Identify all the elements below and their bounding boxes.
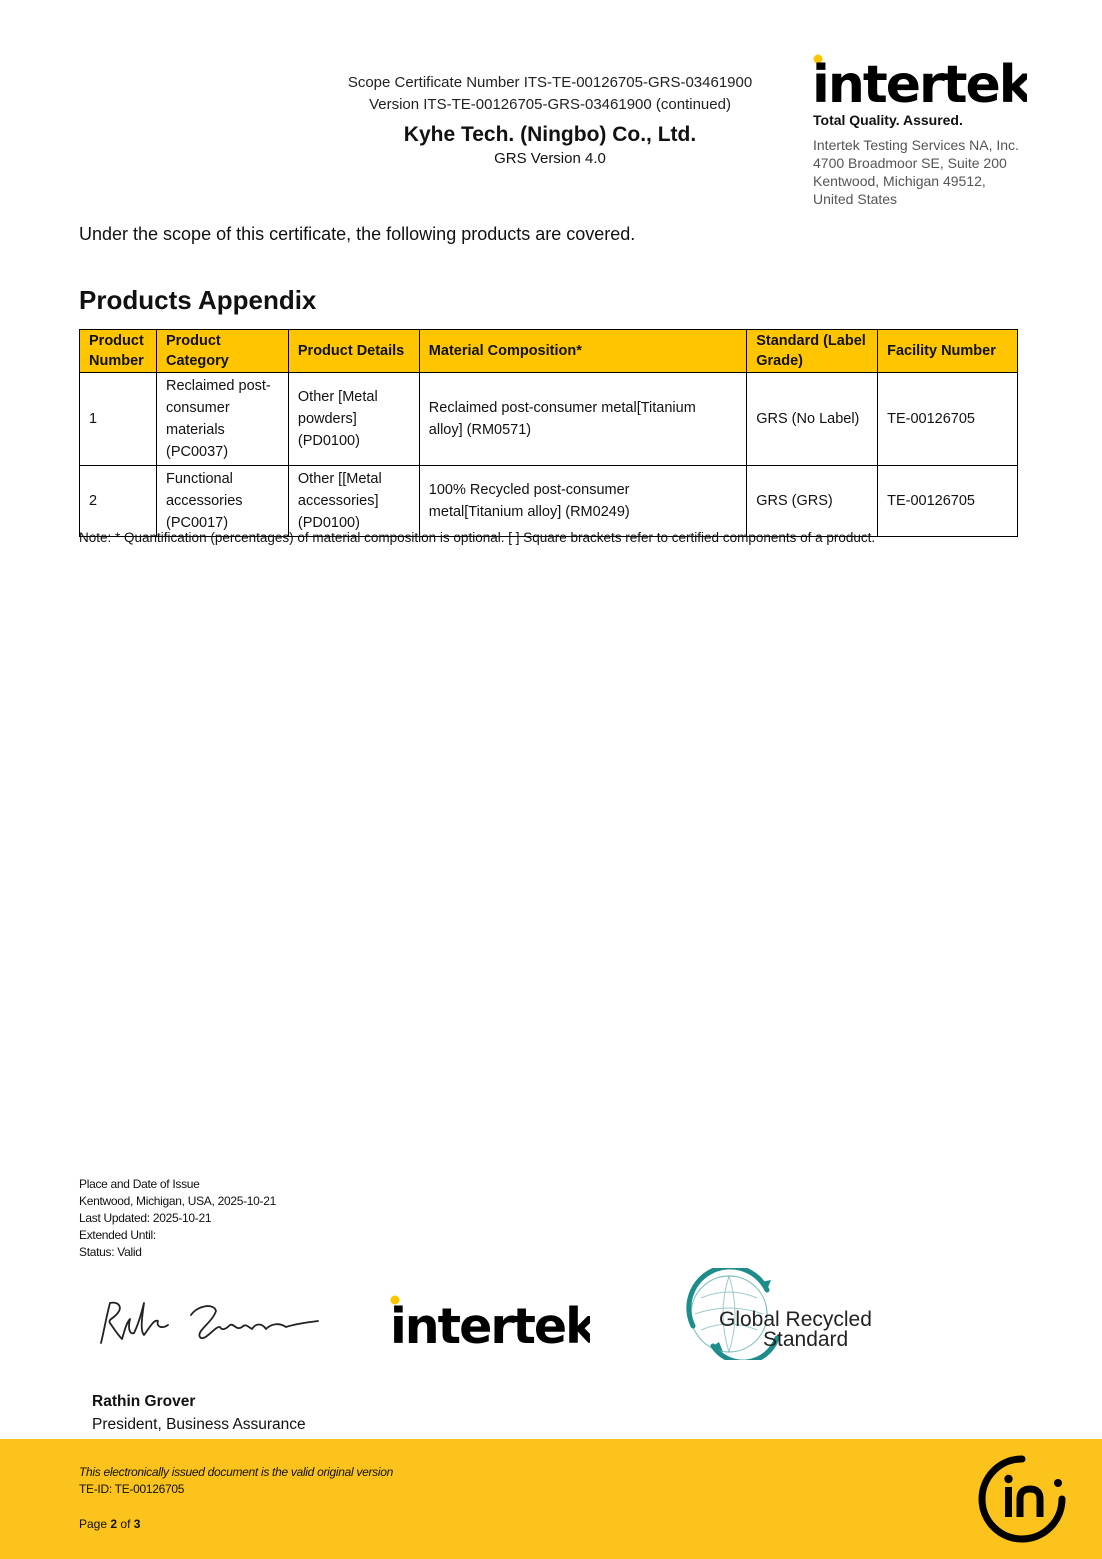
cell-category: Reclaimed post- consumer materials (PC0037) bbox=[156, 373, 288, 466]
global-recycled-standard-logo bbox=[683, 1268, 883, 1365]
issue-line: Kentwood, Michigan, USA, 2025-10-21 bbox=[79, 1194, 276, 1208]
cell-number: 1 bbox=[80, 373, 157, 466]
intertek-in-icon bbox=[976, 1453, 1068, 1550]
version-line: Version ITS-TE-00126705-GRS-03461900 (continued) bbox=[369, 96, 731, 113]
header-product-number: Product Number bbox=[80, 330, 157, 373]
header-facility-number: Facility Number bbox=[878, 330, 1018, 373]
table-header-row bbox=[80, 330, 1018, 373]
issue-info bbox=[79, 1176, 276, 1261]
issue-line: Extended Until: bbox=[79, 1228, 156, 1242]
cell-standard: GRS (No Label) bbox=[747, 373, 878, 466]
scope-certificate-number: Scope Certificate Number ITS-TE-00126705-GRS-03461900 bbox=[347, 74, 753, 91]
header-product-details: Product Details bbox=[288, 330, 419, 373]
issuer-address bbox=[813, 136, 1019, 208]
address-line: United States bbox=[813, 191, 898, 207]
cell-details: Other [Metal powders] (PD0100) bbox=[288, 373, 419, 466]
address-line: Intertek Testing Services NA, Inc. bbox=[813, 137, 1019, 153]
cell-composition: 100% Recycled post-consumer metal[Titanium alloy] (RM0249) bbox=[419, 466, 746, 537]
issue-line: Place and Date of Issue bbox=[79, 1177, 200, 1191]
company-name: Kyhe Tech. (Ningbo) Co., Ltd. bbox=[403, 123, 697, 146]
issue-line: Status: Valid bbox=[79, 1245, 142, 1259]
section-title: Products Appendix bbox=[79, 285, 317, 315]
footer-te-id: TE-ID: TE-00126705 bbox=[79, 1482, 185, 1496]
standard-version: GRS Version 4.0 bbox=[494, 150, 606, 167]
cell-category: Functional accessories (PC0017) bbox=[156, 466, 288, 537]
address-line: Kentwood, Michigan 49512, bbox=[813, 173, 986, 189]
footer-validity-note: This electronically issued document is the valid original version bbox=[79, 1465, 393, 1479]
header-material-composition: Material Composition* bbox=[419, 330, 746, 373]
cell-details: Other [[Metal accessories] (PD0100) bbox=[288, 466, 419, 537]
page-footer bbox=[0, 1439, 1102, 1559]
signer-title: President, Business Assurance bbox=[92, 1416, 306, 1433]
cell-standard: GRS (GRS) bbox=[747, 466, 878, 537]
issuer-tagline: Total Quality. Assured. bbox=[813, 112, 963, 128]
cell-facility: TE-00126705 bbox=[878, 373, 1018, 466]
cell-number: 2 bbox=[80, 466, 157, 537]
address-line: 4700 Broadmoor SE, Suite 200 bbox=[813, 155, 1007, 171]
intertek-logo-center bbox=[390, 1293, 590, 1356]
header-product-category: Product Category bbox=[156, 330, 288, 373]
signature bbox=[96, 1293, 326, 1358]
table-row bbox=[80, 466, 1018, 537]
header-standard: Standard (Label Grade) bbox=[747, 330, 878, 373]
table-note: Note: * Quantification (percentages) of material composition is optional. [ ] Square brackets refer to certified components of a product. bbox=[79, 530, 876, 545]
intertek-logo bbox=[812, 52, 1027, 115]
signer-name: Rathin Grover bbox=[92, 1393, 196, 1410]
grs-logo-line2: Standard bbox=[763, 1328, 849, 1351]
page-number: Page 2 of 3 bbox=[79, 1517, 141, 1531]
cell-facility: TE-00126705 bbox=[878, 466, 1018, 537]
table-row bbox=[80, 373, 1018, 466]
intertek-logo-text: intertek bbox=[390, 1298, 590, 1351]
grs-logo-line1: Global Recycled bbox=[719, 1308, 872, 1331]
issue-line: Last Updated: 2025-10-21 bbox=[79, 1211, 212, 1225]
cell-composition: Reclaimed post-consumer metal[Titanium alloy] (RM0571) bbox=[419, 373, 746, 466]
scope-intro-text: Under the scope of this certificate, the following products are covered. bbox=[79, 224, 636, 244]
certificate-header bbox=[300, 72, 800, 170]
intertek-logo-text: intertek bbox=[812, 55, 1027, 110]
products-table bbox=[79, 329, 1018, 537]
